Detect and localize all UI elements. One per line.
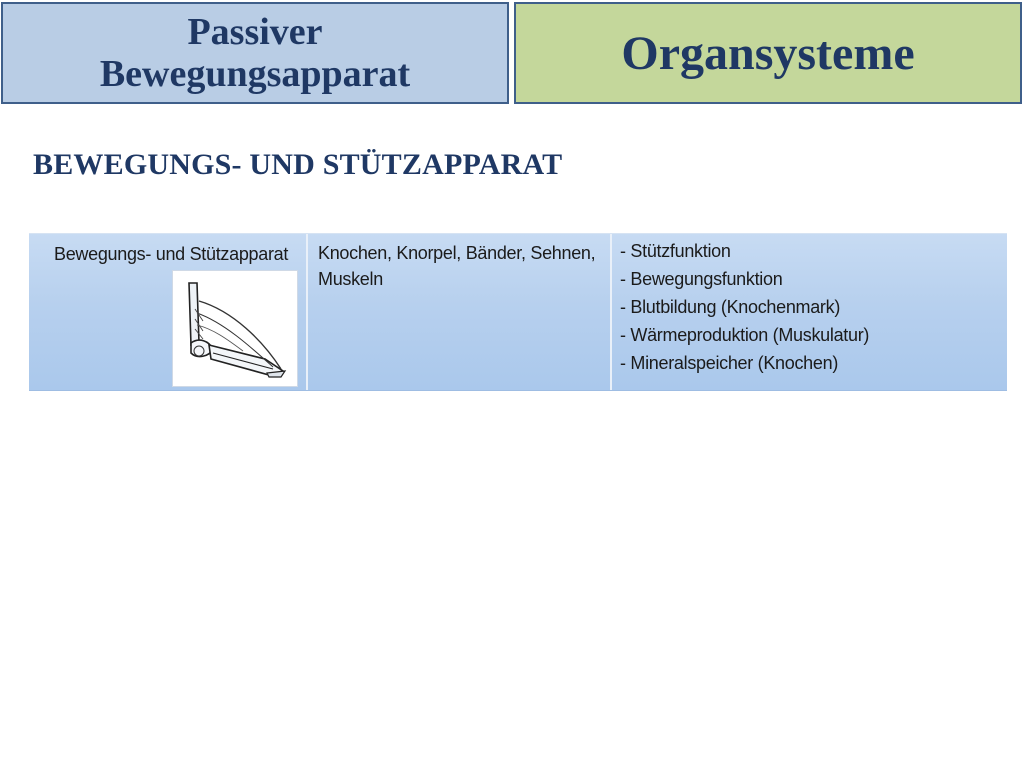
header-passiver-bewegungsapparat (1, 2, 509, 104)
components-text: Knochen, Knorpel, Bänder, Sehnen, Muskeln (318, 243, 596, 289)
system-name-cell (29, 234, 306, 390)
components-cell (306, 234, 610, 390)
function-item: - Bewegungsfunktion (620, 265, 869, 293)
header-organsysteme (514, 2, 1022, 104)
organ-system-table-row (29, 233, 1007, 391)
system-name: Bewegungs- und Stützapparat (54, 244, 289, 264)
function-item: - Wärmeproduktion (Muskulatur) (620, 321, 869, 349)
section-heading: BEWEGUNGS- UND STÜTZAPPARAT (33, 148, 563, 181)
header-left-title (100, 11, 410, 95)
arm-skeleton-icon (172, 270, 298, 387)
functions-list (620, 237, 869, 377)
function-item: - Blutbildung (Knochenmark) (620, 293, 869, 321)
header-left-title-line1: Passiver (187, 11, 323, 53)
function-item: - Mineralspeicher (Knochen) (620, 349, 869, 377)
header-left-title-line2: Bewegungsapparat (99, 53, 411, 95)
header-right-title: Organsysteme (621, 26, 915, 80)
arm-skeleton-drawing (173, 271, 297, 386)
function-item: - Stützfunktion (620, 237, 869, 265)
functions-cell (610, 234, 1007, 390)
